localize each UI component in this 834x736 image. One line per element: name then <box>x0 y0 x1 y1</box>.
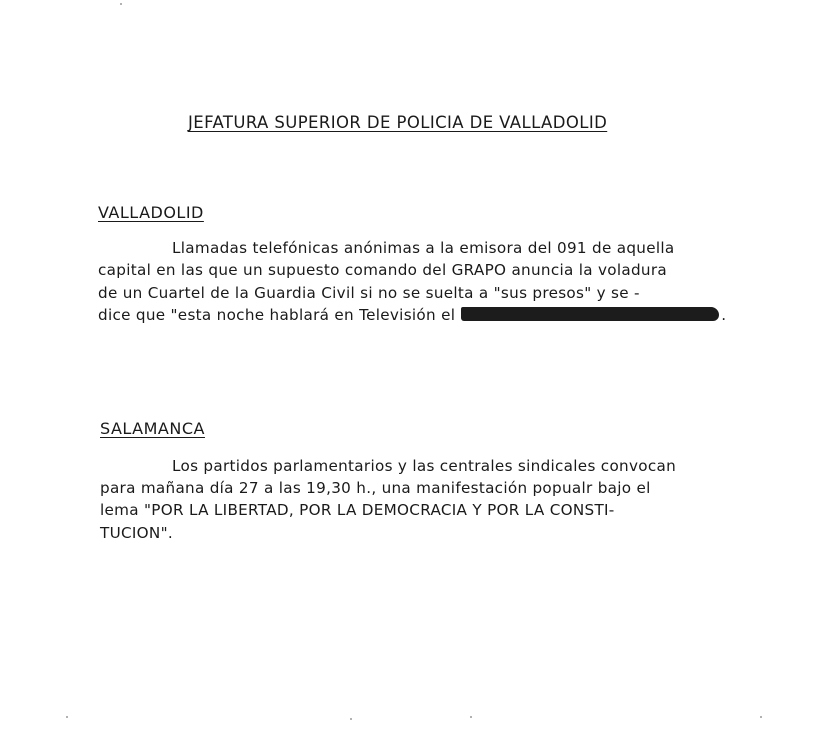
paragraph-line-text: dice que "esta noche hablará en Televisión el <box>98 306 456 324</box>
paragraph-line-redacted <box>98 305 726 325</box>
scan-speck <box>120 3 122 5</box>
paragraph-line: Los partidos parlamentarios y las centrales sindicales convocan <box>172 457 677 475</box>
section-heading-valladolid: VALLADOLID <box>98 203 204 222</box>
paragraph-line: Llamadas telefónicas anónimas a la emisora del 091 de aquella <box>172 239 675 257</box>
scan-speck <box>470 716 472 718</box>
scan-speck <box>66 716 68 718</box>
paragraph-line: para mañana día 27 a las 19,30 h., una manifestación popualr bajo el <box>100 479 651 497</box>
redaction-bar <box>461 307 719 321</box>
end-mark: . <box>721 306 727 324</box>
paragraph-line: lema "POR LA LIBERTAD, POR LA DEMOCRACIA Y POR LA CONSTI- <box>100 501 615 519</box>
document-title: JEFATURA SUPERIOR DE POLICIA DE VALLADOLID <box>188 113 608 132</box>
paragraph-line: de un Cuartel de la Guardia Civil si no se suelta a "sus presos" y se - <box>98 284 640 302</box>
scan-speck <box>760 716 762 718</box>
paragraph-line: capital en las que un supuesto comando del GRAPO anuncia la voladura <box>98 261 668 279</box>
scan-speck <box>350 718 352 720</box>
section-heading-salamanca: SALAMANCA <box>100 419 205 438</box>
paragraph-line: TUCION". <box>100 524 174 542</box>
